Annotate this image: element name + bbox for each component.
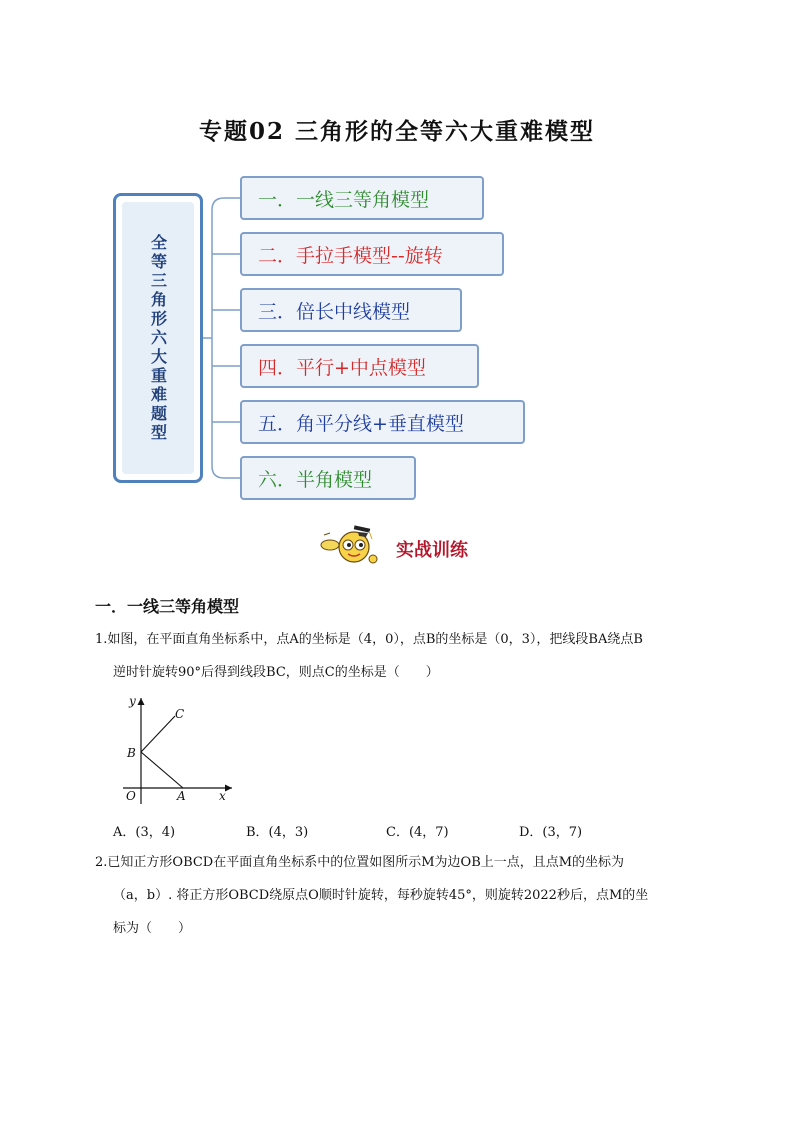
branch-label: 二．手拉手模型--旋转 (258, 244, 443, 267)
label-x: x (219, 789, 226, 803)
label-y: y (129, 694, 136, 708)
label-o: O (126, 789, 136, 803)
mindmap-branch-5 (240, 400, 525, 444)
mascot-illustration (316, 523, 382, 567)
question-text-line: （a，b）. 将正方形OBCD绕原点O顺时针旋转，每秒旋转45°，则旋转2022秒后，点M的坐 (113, 888, 649, 903)
branch-label: 三．倍长中线模型 (258, 300, 411, 323)
question-text-line: 标为（ ） (113, 921, 192, 936)
coordinate-figure (113, 688, 238, 806)
mindmap-branch-1 (240, 176, 484, 220)
branch-label: 一．一线三等角模型 (258, 188, 430, 211)
option-d: D．(3，7) (519, 825, 583, 840)
section-heading: 实战训练 (396, 540, 468, 561)
question-number: 1. (95, 632, 108, 647)
branch-label: 四．平行+中点模型 (258, 356, 426, 379)
mindmap-root (113, 193, 203, 483)
option-a: A．(3，4) (113, 825, 176, 840)
segment-bc (141, 716, 175, 752)
mindmap-connectors (200, 190, 244, 500)
mindmap-branch-4 (240, 344, 479, 388)
page-title: 专题02 三角形的全等六大重难模型 (198, 118, 595, 145)
question-text-line: 逆时针旋转90°后得到线段BC，则点C的坐标是（ ） (113, 665, 439, 680)
label-c: C (175, 707, 185, 721)
option-b: B．(4，3) (246, 825, 309, 840)
mindmap-root-label: 全等三角形六大重难题型 (148, 233, 168, 443)
question-text-line: 如图，在平面直角坐标系中，点A的坐标是（4，0），点B的坐标是（0，3），把线段BA绕点B (107, 632, 643, 647)
option-c: C．(4，7) (386, 825, 449, 840)
question-text-line: 已知正方形OBCD在平面直角坐标系中的位置如图所示M为边OB上一点，且点M的坐标为 (107, 855, 625, 870)
mindmap-branch-6 (240, 456, 416, 500)
question-1 (95, 623, 705, 689)
question-2 (95, 846, 705, 945)
question-number: 2. (95, 855, 108, 870)
label-a: A (177, 789, 186, 803)
label-b: B (127, 746, 136, 760)
mindmap-branch-3 (240, 288, 462, 332)
segment-ba (141, 752, 183, 788)
branch-label: 六．半角模型 (258, 468, 373, 491)
part-heading: 一．一线三等角模型 (95, 597, 240, 616)
branch-label: 五．角平分线+垂直模型 (258, 412, 464, 435)
mindmap-branch-2 (240, 232, 504, 276)
